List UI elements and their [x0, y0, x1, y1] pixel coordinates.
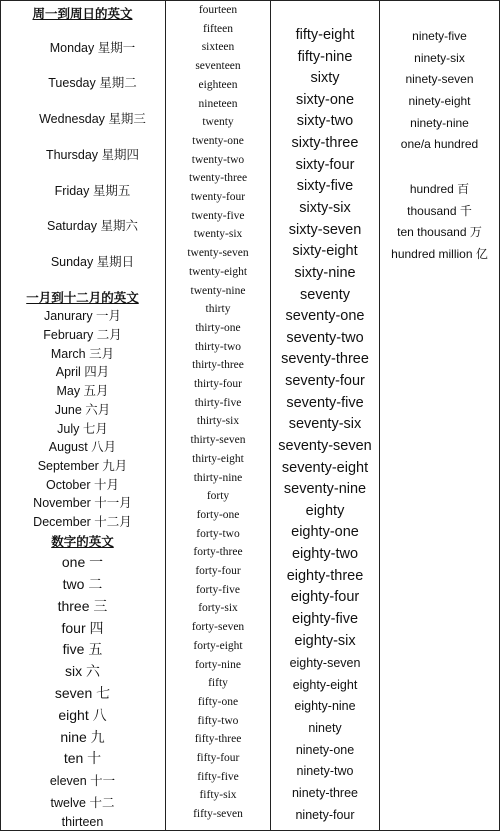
number-word: ninety-four — [295, 808, 355, 822]
number-word: fifty-two — [197, 715, 239, 727]
number-item: six 六 — [65, 663, 100, 679]
number-word: seventy-seven — [278, 438, 372, 454]
month-item: October 十月 — [46, 478, 119, 492]
month-item: Janurary 一月 — [43, 309, 122, 323]
number-word: twenty-seven — [187, 247, 249, 259]
number-word: thirty-five — [194, 397, 242, 409]
number-word: seventy-six — [288, 416, 362, 432]
number-word: twenty-two — [191, 154, 245, 166]
month-item: September 九月 — [37, 459, 128, 473]
numbers-header: 数字的英文 — [51, 535, 114, 549]
weekday-item: Monday 星期一 — [49, 41, 136, 55]
number-word: forty-five — [195, 584, 241, 596]
number-word: ninety-seven — [405, 72, 474, 86]
months-header: 一月到十二月的英文 — [26, 291, 139, 305]
number-word: fifty-five — [197, 771, 239, 783]
number-item: eight 八 — [58, 707, 107, 723]
number-word: seventy — [300, 287, 350, 303]
number-item: seven 七 — [54, 685, 111, 701]
number-item: ten 十 — [63, 750, 102, 766]
number-word: thirty-seven — [190, 434, 246, 446]
number-word: thirty — [205, 303, 231, 315]
number-word: seventy-five — [286, 395, 364, 411]
number-word: sixty-four — [295, 157, 355, 173]
column-fourteen-to-fifty-seven — [166, 0, 270, 831]
number-word: eighty-eight — [292, 678, 358, 692]
number-word: forty-seven — [191, 621, 245, 633]
number-word: fifty-seven — [193, 808, 243, 820]
number-word: fifty-eight — [295, 27, 355, 43]
number-word: eighty-nine — [294, 699, 356, 713]
weekday-item: Sunday 星期日 — [50, 255, 135, 269]
number-word: thirty-four — [194, 378, 242, 390]
number-word: fifty — [208, 677, 228, 689]
weekday-item: Wednesday 星期三 — [39, 112, 146, 126]
month-item: July 七月 — [57, 422, 108, 436]
large-number-word: thousand 千 — [407, 204, 472, 218]
number-word: seventy-nine — [283, 481, 367, 497]
weekdays-header: 周一到周日的英文 — [32, 7, 133, 21]
month-item: March 三月 — [50, 347, 115, 361]
number-item: thirteen — [61, 815, 104, 829]
number-word: ninety-one — [295, 743, 355, 757]
weekday-item: Thursday 星期四 — [45, 148, 140, 162]
number-word: ninety-three — [291, 786, 358, 800]
month-item: November 十一月 — [33, 496, 132, 510]
number-word: twenty-one — [192, 135, 244, 147]
number-word: twenty-eight — [188, 266, 248, 278]
number-item: eleven 十一 — [49, 774, 116, 788]
month-item: August 八月 — [48, 440, 117, 454]
month-item: May 五月 — [56, 384, 109, 398]
number-word: twenty — [202, 116, 234, 128]
number-word: twenty-four — [190, 191, 246, 203]
number-word: sixty-seven — [288, 222, 362, 238]
month-item: June 六月 — [54, 403, 111, 417]
number-word: seventy-eight — [281, 460, 369, 476]
number-word: thirty-nine — [193, 472, 243, 484]
number-word: fifty-six — [199, 789, 237, 801]
large-number-word: hundred 百 — [409, 182, 470, 196]
number-word: one/a hundred — [400, 137, 479, 151]
number-item: three 三 — [57, 598, 108, 614]
number-word: sixty-five — [296, 178, 354, 194]
number-word: sixty — [310, 70, 340, 86]
column-ninety-five-and-large-numbers — [380, 0, 499, 831]
number-word: eighteen — [198, 79, 238, 91]
number-word: sixty-six — [299, 200, 351, 216]
number-word: twenty-six — [193, 228, 243, 240]
number-word: eighty-seven — [289, 656, 361, 670]
column-fifty-eight-to-ninety-four — [271, 0, 379, 831]
number-word: seventy-four — [285, 373, 365, 389]
number-word: forty-two — [196, 528, 240, 540]
number-word: sixty-nine — [294, 265, 356, 281]
number-word: sixty-three — [291, 135, 359, 151]
number-item: nine 九 — [60, 729, 105, 745]
number-word: fifty-nine — [297, 49, 353, 65]
number-word: seventy-three — [281, 351, 369, 367]
number-word: twenty-five — [191, 210, 245, 222]
number-word: sixteen — [201, 41, 235, 53]
number-word: eighty-five — [291, 611, 359, 627]
number-word: forty-six — [198, 602, 238, 614]
number-item: one 一 — [61, 554, 104, 570]
number-word: seventy-two — [286, 330, 364, 346]
number-word: eighty-four — [290, 589, 360, 605]
number-word: forty-nine — [195, 659, 241, 671]
number-word: thirty-three — [192, 359, 244, 371]
number-word: thirty-six — [196, 415, 240, 427]
number-word: twenty-nine — [190, 285, 246, 297]
number-word: ninety-two — [296, 764, 354, 778]
number-word: eighty-three — [286, 568, 364, 584]
number-word: sixty-one — [295, 92, 355, 108]
number-word: forty-four — [195, 565, 241, 577]
weekday-item: Tuesday 星期二 — [48, 76, 137, 90]
number-word: fifty-one — [197, 696, 239, 708]
number-word: sixty-two — [296, 113, 354, 129]
number-word: forty-eight — [193, 640, 243, 652]
number-word: forty-three — [193, 546, 243, 558]
number-word: thirty-one — [195, 322, 241, 334]
month-item: February 二月 — [43, 328, 122, 342]
weekday-item: Friday 星期五 — [54, 184, 131, 198]
number-word: ninety — [308, 721, 342, 735]
number-word: fifty-four — [196, 752, 240, 764]
number-item: five 五 — [62, 641, 103, 657]
number-word: thirty-eight — [192, 453, 244, 465]
number-word: fifty-three — [194, 733, 242, 745]
number-word: ninety-six — [414, 51, 465, 65]
month-item: April 四月 — [55, 365, 110, 379]
number-word: seventeen — [195, 60, 241, 72]
number-word: ninety-five — [412, 29, 467, 43]
large-number-word: hundred million 亿 — [391, 247, 488, 261]
number-word: forty — [206, 490, 230, 502]
number-word: twenty-three — [188, 172, 248, 184]
number-word: fourteen — [198, 4, 238, 16]
number-word: eighty-six — [294, 633, 356, 649]
number-word: eighty-one — [291, 524, 359, 540]
number-word: eighty-two — [291, 546, 359, 562]
weekday-item: Saturday 星期六 — [46, 219, 138, 233]
number-word: eighty — [305, 503, 345, 519]
number-word: ninety-nine — [410, 116, 469, 130]
number-item: twelve 十二 — [50, 796, 115, 810]
number-word: ninety-eight — [408, 94, 471, 108]
number-word: nineteen — [198, 98, 238, 110]
number-word: fifteen — [202, 23, 233, 35]
number-word: seventy-one — [285, 308, 365, 324]
number-item: two 二 — [62, 576, 103, 592]
number-word: forty-one — [196, 509, 240, 521]
number-word: sixty-eight — [292, 243, 358, 259]
month-item: December 十二月 — [33, 515, 132, 529]
large-number-word: ten thousand 万 — [397, 225, 482, 239]
number-item: four 四 — [61, 620, 104, 636]
number-word: thirty-two — [195, 341, 241, 353]
